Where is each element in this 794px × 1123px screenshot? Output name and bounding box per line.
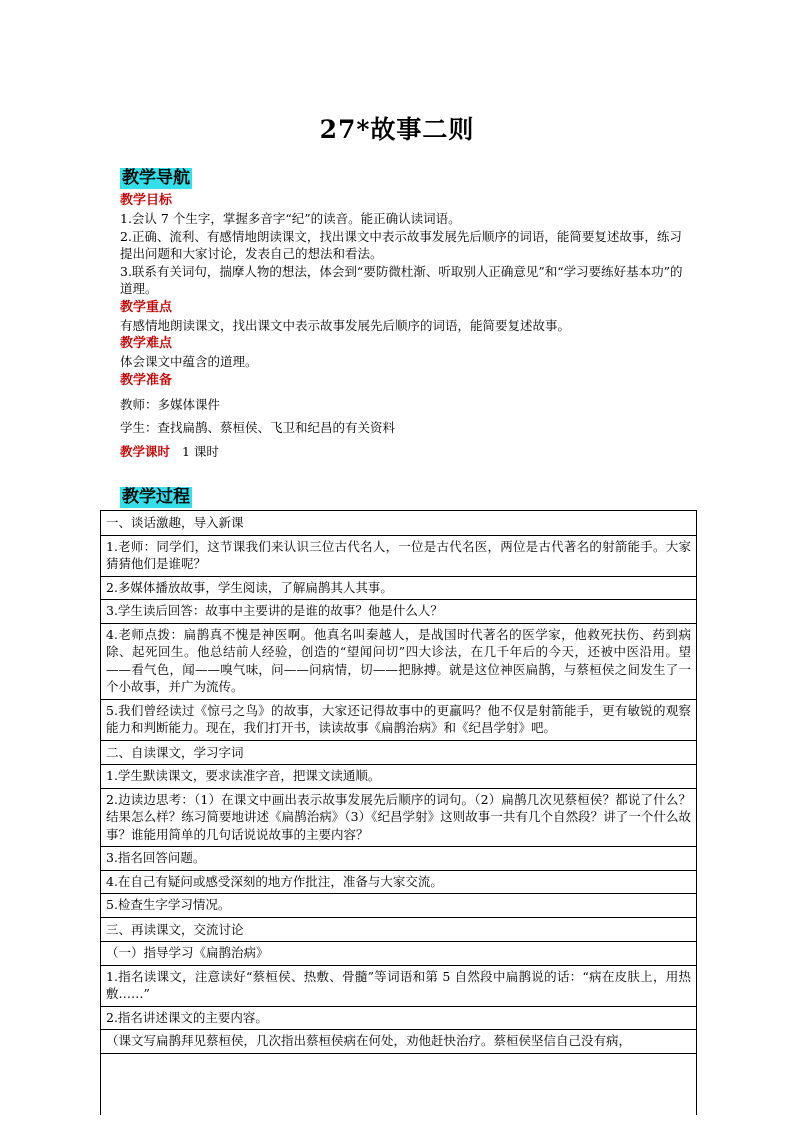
preparation-student: 学生：查找扁鹊、蔡桓侯、飞卫和纪昌的有关资料 xyxy=(120,420,396,435)
key-points-label: 教学重点 xyxy=(120,299,173,315)
table-row: 2.多媒体播放故事，学生阅读，了解扁鹊其人其事。 xyxy=(101,577,696,601)
table-row: 3.指名回答问题。 xyxy=(101,847,696,871)
preparation-teacher: 教师：多媒体课件 xyxy=(120,396,221,412)
table-row: 三、再读课文，交流讨论 xyxy=(101,918,696,943)
table-row: 1.指名读课文，注意读好“蔡桓侯、热敷、骨髓”等词语和第 5 自然段中扁鹊说的话：“病在皮肤上，用热敷……” xyxy=(101,966,696,1007)
table-row: 2.边读边思考：（1）在课文中画出表示故事发展先后顺序的词句。（2）扁鹊几次见蔡桓侯？都说了什么？结果怎么样？练习简要地讲述《扁鹊治病》（3）《纪昌学射》这则故事一共有几个自然段？讲了一个什么故事？谁能用简单的几句话说说故事的主要内容？ xyxy=(101,789,696,848)
page-title: 27*故事二则 xyxy=(319,115,475,144)
objective-item: 1.会认 7 个生字，掌握多音字“纪”的读音。能正确认读词语。 xyxy=(120,211,461,226)
section-heading-guide: 教学导航 xyxy=(122,168,190,188)
difficult-points-text: 体会课文中蕴含的道理。 xyxy=(120,354,258,369)
table-row: （课文写扁鹊拜见蔡桓侯，几次指出蔡桓侯病在何处，劝他赶快治疗。蔡桓侯坚信自己没有病， xyxy=(101,1030,696,1054)
table-row: 1.学生默读课文，要求读准字音，把课文读通顺。 xyxy=(101,765,696,789)
class-hours-label: 教学课时 xyxy=(120,443,171,459)
process-table xyxy=(100,510,697,1115)
difficult-points-label: 教学难点 xyxy=(120,336,173,351)
table-row: 2.指名讲述课文的主要内容。 xyxy=(101,1007,696,1031)
table-row: 二、自读课文，学习字词 xyxy=(101,741,696,766)
class-hours xyxy=(120,443,690,461)
preparation-label: 教学准备 xyxy=(120,372,173,388)
teaching-guide xyxy=(120,191,690,460)
table-row: 5.我们曾经读过《惊弓之鸟》的故事，大家还记得故事中的更羸吗？他不仅是射箭能手，更有敏锐的观察能力和判断能力。现在，我们打开书，读读故事《扁鹊治病》和《纪昌学射》吧。 xyxy=(101,700,696,741)
table-row: 5.检查生字学习情况。 xyxy=(101,894,696,918)
table-row: 4.在自己有疑问或感受深刻的地方作批注，准备与大家交流。 xyxy=(101,871,696,895)
objectives-label: 教学目标 xyxy=(120,193,173,208)
objective-item: 2.正确、流利、有感情地朗读课文，找出课文中表示故事发展先后顺序的词语，能简要复述故事，练习提出问题和大家讨论，发表自己的想法和看法。 xyxy=(120,228,682,261)
table-row: 一、谈话激趣，导入新课 xyxy=(101,511,696,536)
objective-item: 3.联系有关词句，揣摩人物的想法，体会到“要防微杜渐、听取别人正确意见”和“学习要练好基本功”的道理。 xyxy=(120,263,683,296)
key-points-text: 有感情地朗读课文，找出课文中表示故事发展先后顺序的词语，能简要复述故事。 xyxy=(120,317,571,333)
section-heading-process: 教学过程 xyxy=(122,487,190,507)
class-hours-value: 1 课时 xyxy=(182,443,219,459)
table-row: 4.老师点拨：扁鹊真不愧是神医啊。他真名叫秦越人，是战国时代著名的医学家，他救死扶伤、药到病除、起死回生。他总结前人经验，创造的“望闻问切”四大诊法，在几千年后的今天，还被中医沿用。望——看气色，闻——嗅气味，问——问病情，切——把脉搏。就是这位神医扁鹊，与蔡桓侯之间发生了一个小故事，并广为流传。 xyxy=(101,624,696,700)
table-row: 1.老师：同学们，这节课我们来认识三位古代名人，一位是古代名医，两位是古代著名的射箭能手。大家猜猜他们是谁呢？ xyxy=(101,536,696,577)
table-row: （一）指导学习《扁鹊治病》 xyxy=(101,942,696,966)
table-row: 3.学生读后回答：故事中主要讲的是谁的故事？他是什么人？ xyxy=(101,600,696,624)
